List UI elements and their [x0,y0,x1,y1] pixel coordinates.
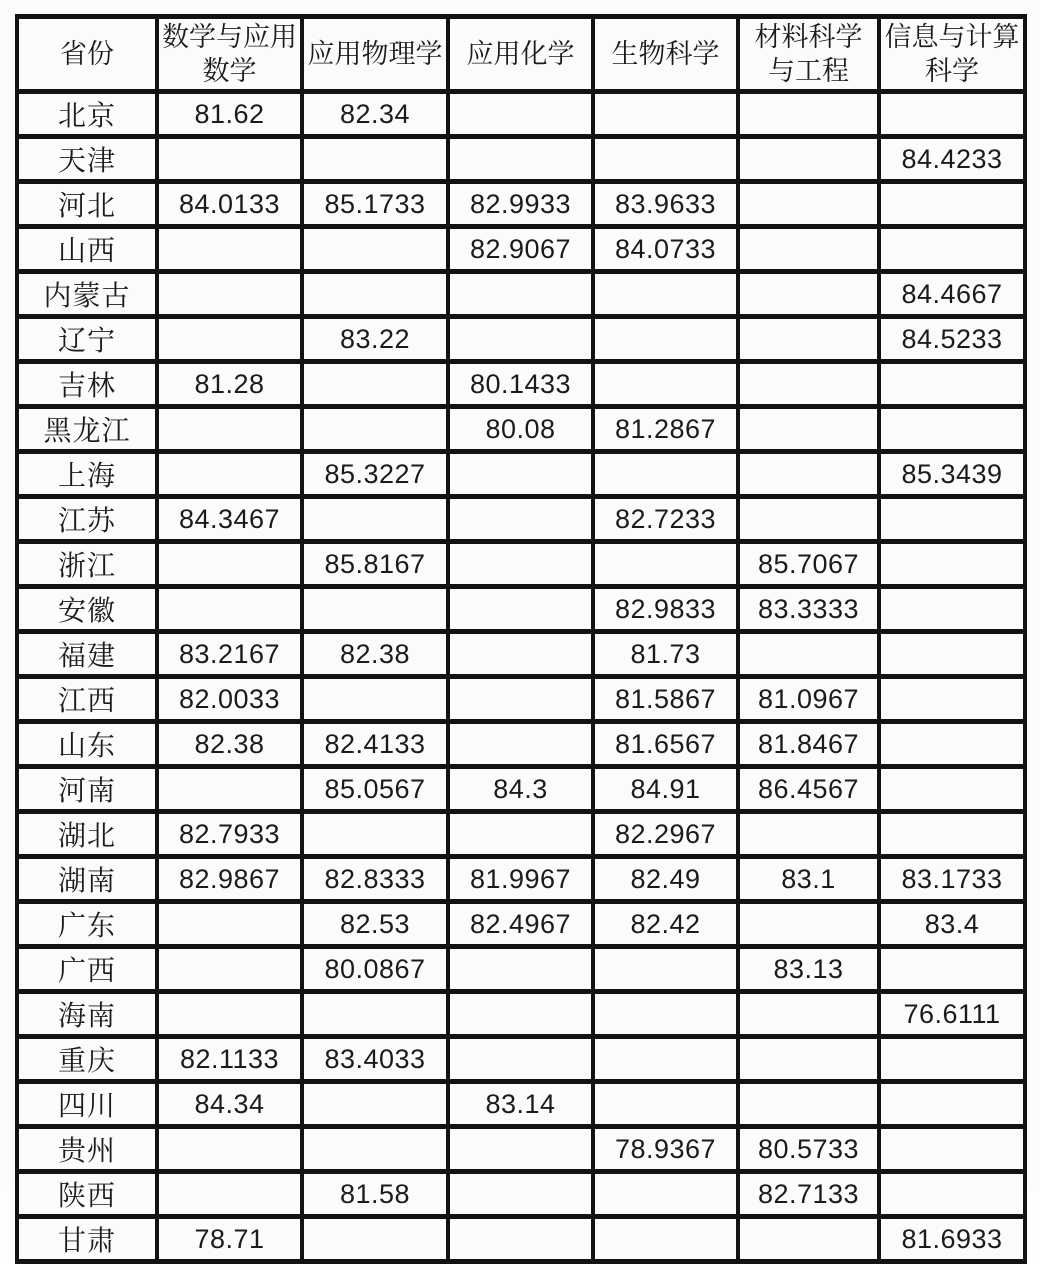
score-cell [448,1127,593,1172]
province-cell: 安徽 [17,587,157,632]
score-cell [157,1127,302,1172]
score-cell [448,317,593,362]
province-cell: 重庆 [17,1037,157,1082]
score-cell: 80.0867 [302,947,448,992]
score-cell [593,92,738,137]
score-cell [157,947,302,992]
score-cell: 84.4667 [879,272,1025,317]
score-cell [738,452,879,497]
score-cell: 83.9633 [593,182,738,227]
province-cell: 湖南 [17,857,157,902]
score-cell: 84.3 [448,767,593,812]
score-cell [738,1037,879,1082]
score-cell: 82.7933 [157,812,302,857]
province-cell: 内蒙古 [17,272,157,317]
score-cell [302,812,448,857]
province-column-header: 省份 [17,17,157,92]
score-cell [157,542,302,587]
score-cell: 85.1733 [302,182,448,227]
score-cell: 84.91 [593,767,738,812]
score-cell [593,1172,738,1217]
score-cell [593,1217,738,1262]
table-row [17,812,1025,857]
score-cell [157,407,302,452]
score-cell: 82.7133 [738,1172,879,1217]
table-row [17,857,1025,902]
province-cell: 黑龙江 [17,407,157,452]
score-cell [302,1082,448,1127]
score-cell [738,1082,879,1127]
score-cell [157,902,302,947]
table-row [17,362,1025,407]
score-cell: 81.9967 [448,857,593,902]
table-row [17,947,1025,992]
score-cell: 80.5733 [738,1127,879,1172]
score-cell [738,812,879,857]
table-row [17,992,1025,1037]
score-cell: 82.8333 [302,857,448,902]
province-cell: 山东 [17,722,157,767]
score-cell: 81.58 [302,1172,448,1217]
score-cell [738,317,879,362]
score-cell [157,227,302,272]
score-cell [879,227,1025,272]
score-cell [738,182,879,227]
table-row [17,722,1025,767]
score-cell [879,1127,1025,1172]
score-cell: 84.0133 [157,182,302,227]
score-cell: 81.5867 [593,677,738,722]
score-cell [448,92,593,137]
score-cell [157,272,302,317]
score-cell [157,587,302,632]
major-column-header: 应用化学 [448,17,593,92]
score-cell [738,1217,879,1262]
score-cell [448,497,593,542]
score-cell: 83.4 [879,902,1025,947]
header-row [17,17,1025,92]
score-cell: 78.71 [157,1217,302,1262]
score-cell [157,137,302,182]
province-cell: 河南 [17,767,157,812]
table-row [17,137,1025,182]
province-cell: 福建 [17,632,157,677]
score-cell [879,407,1025,452]
score-cell [879,767,1025,812]
score-cell [302,497,448,542]
score-cell: 84.4233 [879,137,1025,182]
score-cell: 82.53 [302,902,448,947]
score-cell [448,812,593,857]
table-row [17,902,1025,947]
score-cell [593,1082,738,1127]
score-cell: 78.9367 [593,1127,738,1172]
score-cell: 82.38 [157,722,302,767]
score-cell [448,587,593,632]
score-cell [593,452,738,497]
score-cell [593,992,738,1037]
score-cell [302,272,448,317]
score-cell: 81.6567 [593,722,738,767]
score-cell [302,677,448,722]
score-cell [302,992,448,1037]
score-cell: 85.3227 [302,452,448,497]
score-cell: 83.14 [448,1082,593,1127]
score-cell: 82.34 [302,92,448,137]
table-row [17,272,1025,317]
score-cell: 83.1 [738,857,879,902]
table-row [17,182,1025,227]
score-cell: 83.22 [302,317,448,362]
province-cell: 江西 [17,677,157,722]
score-cell [448,992,593,1037]
score-cell: 84.3467 [157,497,302,542]
table-header [17,17,1025,92]
score-cell: 81.73 [593,632,738,677]
score-cell [879,1037,1025,1082]
score-cell [302,227,448,272]
table-row [17,542,1025,587]
score-cell [448,632,593,677]
score-cell [302,362,448,407]
province-cell: 河北 [17,182,157,227]
table-body [17,92,1025,1262]
table-row [17,1037,1025,1082]
province-cell: 上海 [17,452,157,497]
province-cell: 湖北 [17,812,157,857]
province-cell: 浙江 [17,542,157,587]
major-column-header: 生物科学 [593,17,738,92]
score-cell: 82.9933 [448,182,593,227]
score-cell [879,1172,1025,1217]
score-cell: 82.38 [302,632,448,677]
score-cell: 82.4967 [448,902,593,947]
table-row [17,767,1025,812]
score-cell: 82.9867 [157,857,302,902]
score-cell: 76.6111 [879,992,1025,1037]
province-cell: 吉林 [17,362,157,407]
major-column-header: 材料科学与工程 [738,17,879,92]
table-row [17,497,1025,542]
score-cell [448,1037,593,1082]
score-cell [593,1037,738,1082]
score-cell: 83.13 [738,947,879,992]
score-cell: 82.42 [593,902,738,947]
score-cell [879,677,1025,722]
score-cell [448,272,593,317]
score-cell [157,992,302,1037]
score-cell [448,1172,593,1217]
score-cell: 82.49 [593,857,738,902]
province-cell: 天津 [17,137,157,182]
table-row [17,677,1025,722]
score-cell: 81.0967 [738,677,879,722]
province-cell: 陕西 [17,1172,157,1217]
score-cell [448,947,593,992]
score-cell: 84.34 [157,1082,302,1127]
score-cell: 84.5233 [879,317,1025,362]
score-cell [879,947,1025,992]
score-cell [738,992,879,1037]
score-cell: 86.4567 [738,767,879,812]
table-row [17,227,1025,272]
score-cell [302,1217,448,1262]
score-cell: 85.3439 [879,452,1025,497]
table-row [17,92,1025,137]
province-major-score-table [15,14,1027,1264]
score-cell [593,362,738,407]
score-cell: 82.7233 [593,497,738,542]
score-cell [593,542,738,587]
table-row [17,632,1025,677]
score-cell: 82.9067 [448,227,593,272]
score-cell: 82.4133 [302,722,448,767]
province-cell: 广东 [17,902,157,947]
score-cell: 82.2967 [593,812,738,857]
score-cell [879,1082,1025,1127]
table-row [17,452,1025,497]
score-cell [302,407,448,452]
score-cell [448,677,593,722]
score-cell: 81.8467 [738,722,879,767]
score-cell [157,1172,302,1217]
score-cell [157,317,302,362]
score-cell [738,227,879,272]
score-cell [879,497,1025,542]
table-row [17,317,1025,362]
province-cell: 贵州 [17,1127,157,1172]
score-cell: 85.8167 [302,542,448,587]
score-cell: 85.0567 [302,767,448,812]
score-cell: 84.0733 [593,227,738,272]
score-cell: 82.1133 [157,1037,302,1082]
province-cell: 甘肃 [17,1217,157,1262]
table-row [17,1082,1025,1127]
province-cell: 山西 [17,227,157,272]
score-cell [593,317,738,362]
score-cell [302,1127,448,1172]
score-cell: 83.3333 [738,587,879,632]
score-cell: 82.9833 [593,587,738,632]
score-cell [879,92,1025,137]
score-cell [302,587,448,632]
score-cell [738,92,879,137]
table-row [17,587,1025,632]
major-column-header: 信息与计算科学 [879,17,1025,92]
score-cell [738,632,879,677]
province-cell: 北京 [17,92,157,137]
table-row [17,1172,1025,1217]
score-cell [879,812,1025,857]
score-cell: 80.1433 [448,362,593,407]
province-cell: 广西 [17,947,157,992]
score-cell [738,497,879,542]
score-cell [738,137,879,182]
score-cell [879,632,1025,677]
score-cell [448,1217,593,1262]
table-row [17,1127,1025,1172]
score-cell: 82.0033 [157,677,302,722]
score-cell: 83.2167 [157,632,302,677]
score-cell: 81.62 [157,92,302,137]
score-cell [879,722,1025,767]
score-cell [157,452,302,497]
score-cell: 81.6933 [879,1217,1025,1262]
major-column-header: 数学与应用数学 [157,17,302,92]
score-cell [879,587,1025,632]
score-cell [448,722,593,767]
major-column-header: 应用物理学 [302,17,448,92]
score-cell [302,137,448,182]
score-cell: 80.08 [448,407,593,452]
province-cell: 江苏 [17,497,157,542]
score-cell [738,902,879,947]
score-cell [157,767,302,812]
score-cell [738,407,879,452]
score-cell [448,452,593,497]
score-cell: 81.28 [157,362,302,407]
table-row [17,407,1025,452]
score-cell [593,947,738,992]
score-cell [879,542,1025,587]
score-cell [448,542,593,587]
score-cell: 81.2867 [593,407,738,452]
score-cell [879,362,1025,407]
score-cell: 83.1733 [879,857,1025,902]
province-cell: 辽宁 [17,317,157,362]
score-cell [738,272,879,317]
province-cell: 海南 [17,992,157,1037]
score-cell [448,137,593,182]
score-cell [879,182,1025,227]
table-row [17,1217,1025,1262]
score-cell: 83.4033 [302,1037,448,1082]
score-cell [738,362,879,407]
province-cell: 四川 [17,1082,157,1127]
score-cell: 85.7067 [738,542,879,587]
score-cell [593,137,738,182]
score-cell [593,272,738,317]
